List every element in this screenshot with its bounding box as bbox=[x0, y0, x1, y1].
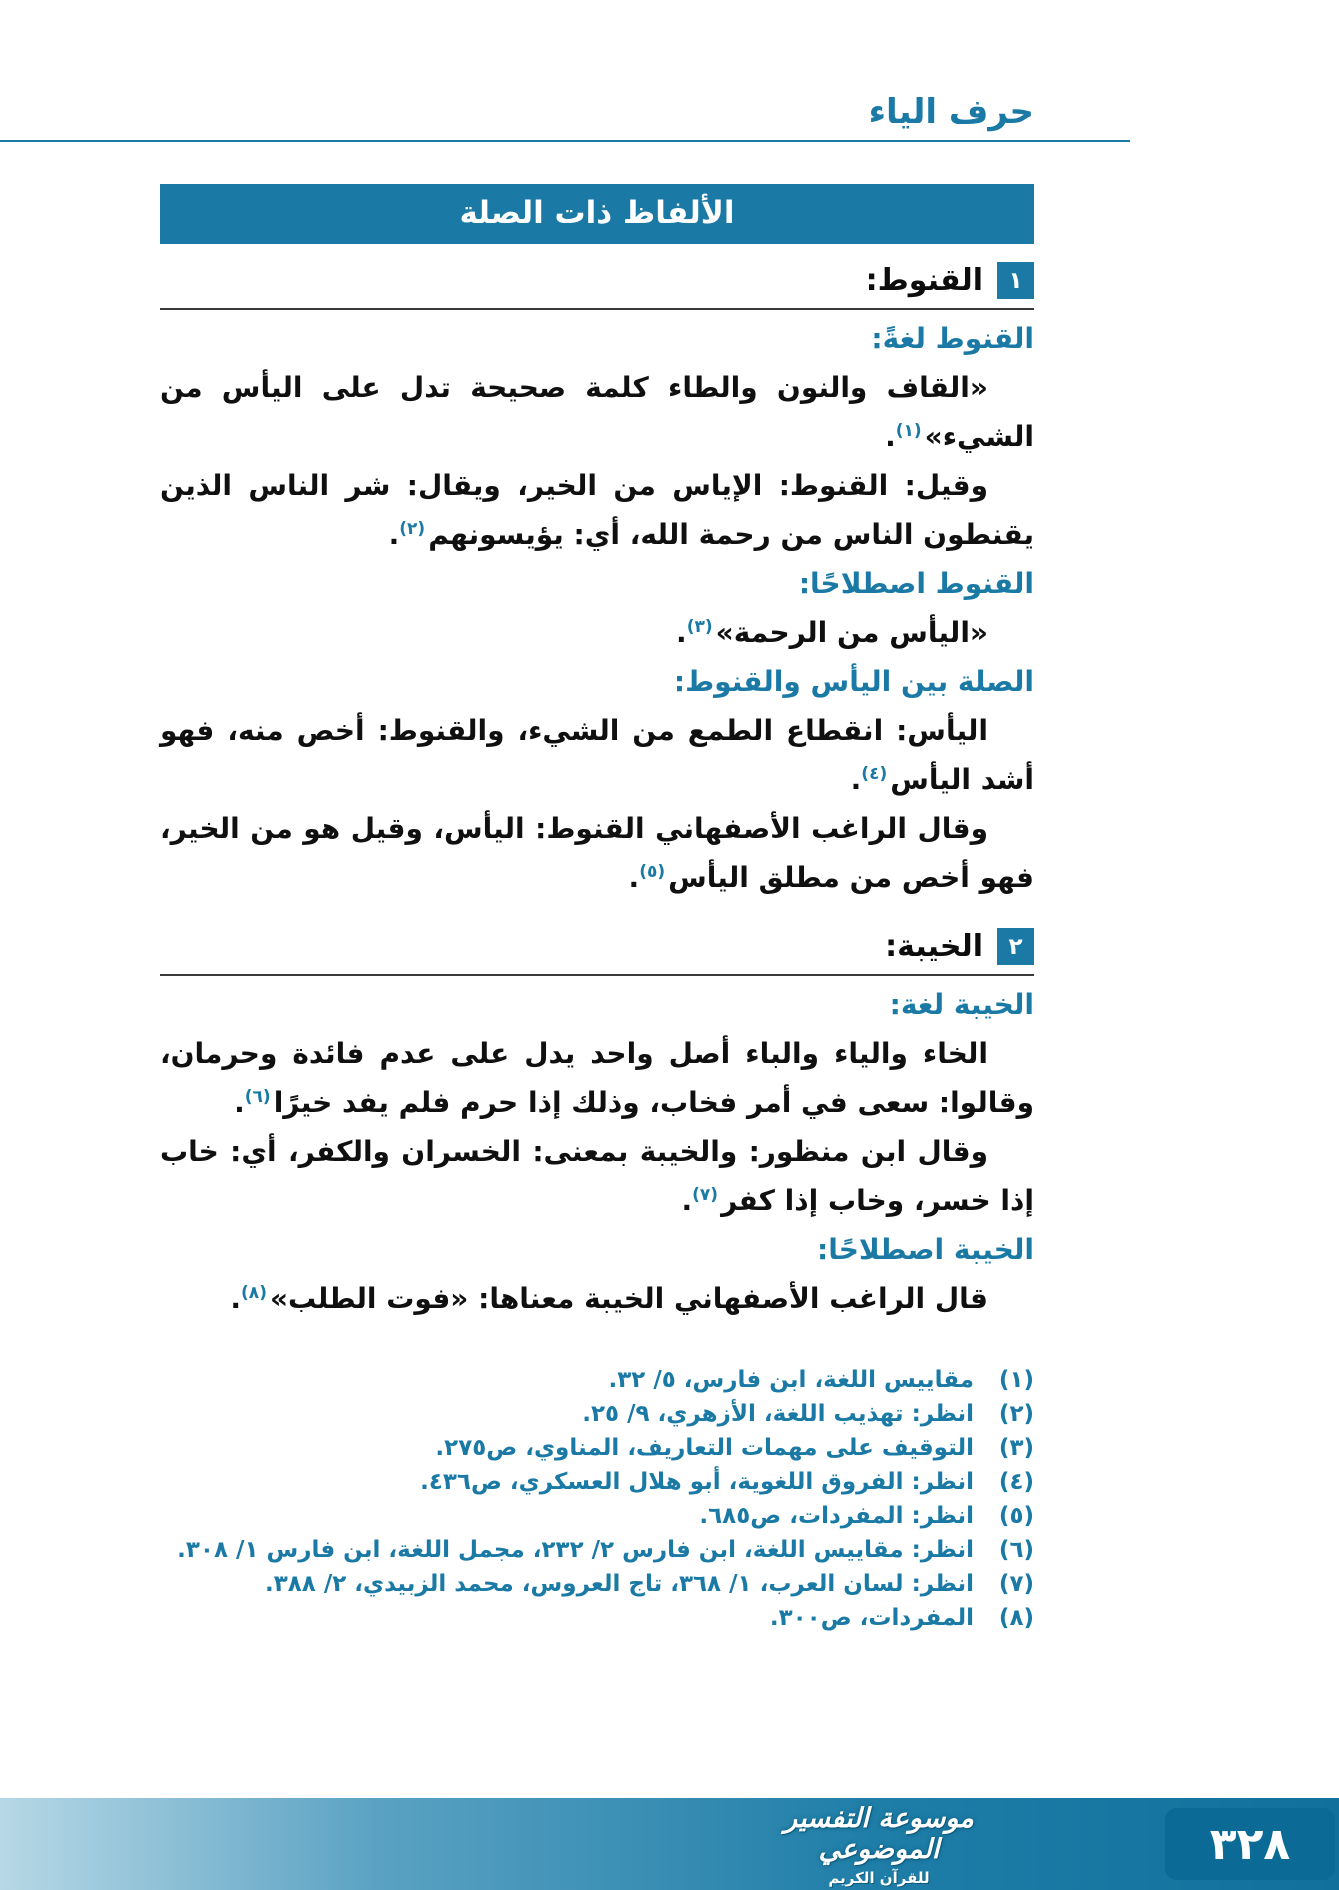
related-terms-banner: الألفاظ ذات الصلة bbox=[160, 184, 1034, 244]
subheading: الصلة بين اليأس والقنوط: bbox=[673, 665, 1034, 698]
footnote-ref: (٣) bbox=[686, 616, 713, 637]
footnote-item bbox=[160, 1601, 1034, 1635]
section-number-badge: ٢ bbox=[997, 928, 1034, 965]
section-title: الخيبة: bbox=[885, 929, 983, 964]
paragraph-text: وقال الراغب الأصفهاني القنوط: اليأس، وقيل هو من الخير، فهو أخص من مطلق اليأس bbox=[160, 812, 1034, 894]
page-number: ٣٢٨ bbox=[1165, 1808, 1335, 1880]
paragraph-text: قال الراغب الأصفهاني الخيبة معناها: «فوت الطلب» bbox=[269, 1282, 988, 1315]
publisher-logo bbox=[749, 1803, 1009, 1887]
footnote-text: انظر: الفروق اللغوية، أبو هلال العسكري، ص٤٣٦. bbox=[420, 1469, 974, 1496]
section-number-badge: ١ bbox=[997, 262, 1034, 299]
paragraph bbox=[160, 1274, 1034, 1323]
publisher-logo-title: موسوعة التفسير الموضوعي bbox=[784, 1803, 974, 1865]
subheading: الخيبة لغة: bbox=[889, 988, 1034, 1021]
section-khaybah bbox=[160, 928, 1034, 1323]
paragraph-period: . bbox=[885, 420, 896, 453]
subheading: القنوط لغةً: bbox=[871, 322, 1034, 355]
paragraph-text: اليأس: انقطاع الطمع من الشيء، والقنوط: أخص منه، فهو أشد اليأس bbox=[160, 714, 1034, 796]
footnote-ref: (٤) bbox=[861, 763, 888, 784]
section-rule bbox=[160, 308, 1034, 310]
footnote-number: (٣) bbox=[998, 1435, 1034, 1462]
paragraph bbox=[160, 804, 1034, 902]
section-qunut bbox=[160, 262, 1034, 902]
footnote-item bbox=[160, 1499, 1034, 1533]
paragraph-text: «القاف والنون والطاء كلمة صحيحة تدل على اليأس من الشيء» bbox=[160, 371, 1034, 453]
footnote-item bbox=[160, 1397, 1034, 1431]
footnote-ref: (٥) bbox=[639, 861, 666, 882]
paragraph-period: . bbox=[388, 518, 400, 551]
section-rule bbox=[160, 974, 1034, 976]
paragraph bbox=[160, 461, 1034, 559]
footnote-ref: (١) bbox=[895, 420, 922, 441]
paragraph-text: وقيل: القنوط: الإياس من الخير، ويقال: شر الناس الذين يقنطون الناس من رحمة الله، أي: يؤيسونهم bbox=[160, 469, 1034, 551]
subheading: الخيبة اصطلاحًا: bbox=[817, 1233, 1034, 1266]
paragraph-text: «اليأس من الرحمة» bbox=[715, 616, 988, 649]
footnote-text: مقاييس اللغة، ابن فارس، ٥/ ٣٢. bbox=[608, 1367, 974, 1393]
header-rule bbox=[0, 140, 1130, 142]
footnote-item bbox=[160, 1533, 1034, 1567]
paragraph-period: . bbox=[850, 763, 862, 796]
publisher-logo-subtitle: للقرآن الكريم bbox=[828, 1869, 930, 1887]
paragraph bbox=[160, 1029, 1034, 1127]
footnote-item bbox=[160, 1363, 1034, 1397]
subheading: القنوط اصطلاحًا: bbox=[798, 567, 1034, 600]
footnote-text: انظر: تهذيب اللغة، الأزهري، ٩/ ٢٥. bbox=[582, 1401, 974, 1428]
footnote-ref: (٧) bbox=[692, 1184, 719, 1205]
section-header bbox=[160, 928, 1034, 965]
footnote-number: (١) bbox=[998, 1367, 1034, 1393]
paragraph bbox=[160, 706, 1034, 804]
paragraph bbox=[160, 363, 1034, 461]
footnote-ref: (٢) bbox=[399, 518, 426, 539]
footnote-number: (٦) bbox=[998, 1537, 1034, 1564]
paragraph-period: . bbox=[234, 1086, 245, 1119]
footnote-number: (٧) bbox=[998, 1571, 1034, 1598]
footnote-ref: (٦) bbox=[244, 1086, 271, 1107]
page-content bbox=[160, 184, 1034, 1635]
footnote-number: (٨) bbox=[998, 1605, 1034, 1632]
footnote-text: المفردات، ص٣٠٠. bbox=[769, 1605, 974, 1632]
section-title: القنوط: bbox=[865, 263, 983, 298]
paragraph-period: . bbox=[676, 616, 687, 649]
footnote-text: التوقيف على مهمات التعاريف، المناوي، ص٢٧٥. bbox=[435, 1435, 974, 1462]
paragraph bbox=[160, 1127, 1034, 1225]
paragraph-text: وقال ابن منظور: والخيبة بمعنى: الخسران والكفر، أي: خاب إذا خسر، وخاب إذا كفر bbox=[160, 1135, 1034, 1217]
footnote-number: (٢) bbox=[998, 1401, 1034, 1428]
paragraph-period: . bbox=[628, 861, 640, 894]
footnote-item bbox=[160, 1431, 1034, 1465]
paragraph bbox=[160, 608, 1034, 657]
footer-band bbox=[0, 1798, 1339, 1890]
paragraph-period: . bbox=[230, 1282, 242, 1315]
section-header bbox=[160, 262, 1034, 299]
footnote-number: (٤) bbox=[998, 1469, 1034, 1496]
paragraph-text: الخاء والياء والباء أصل واحد يدل على عدم فائدة وحرمان، وقالوا: سعى في أمر فخاب، وذلك إذا حرم فلم يفد خيرًا bbox=[160, 1037, 1034, 1119]
paragraph-period: . bbox=[681, 1184, 693, 1217]
footnotes bbox=[160, 1363, 1034, 1635]
footnote-text: انظر: لسان العرب، ١/ ٣٦٨، تاج العروس، محمد الزبيدي، ٢/ ٣٨٨. bbox=[264, 1571, 974, 1598]
footnote-number: (٥) bbox=[998, 1503, 1034, 1530]
footnote-item bbox=[160, 1465, 1034, 1499]
footnote-text: انظر: المفردات، ص٦٨٥. bbox=[699, 1503, 974, 1530]
footnote-text: انظر: مقاييس اللغة، ابن فارس ٢/ ٢٣٢، مجمل اللغة، ابن فارس ١/ ٣٠٨. bbox=[177, 1537, 974, 1564]
footnote-ref: (٨) bbox=[241, 1282, 267, 1303]
chapter-title: حرف الياء bbox=[868, 92, 1034, 132]
footnote-item bbox=[160, 1567, 1034, 1601]
